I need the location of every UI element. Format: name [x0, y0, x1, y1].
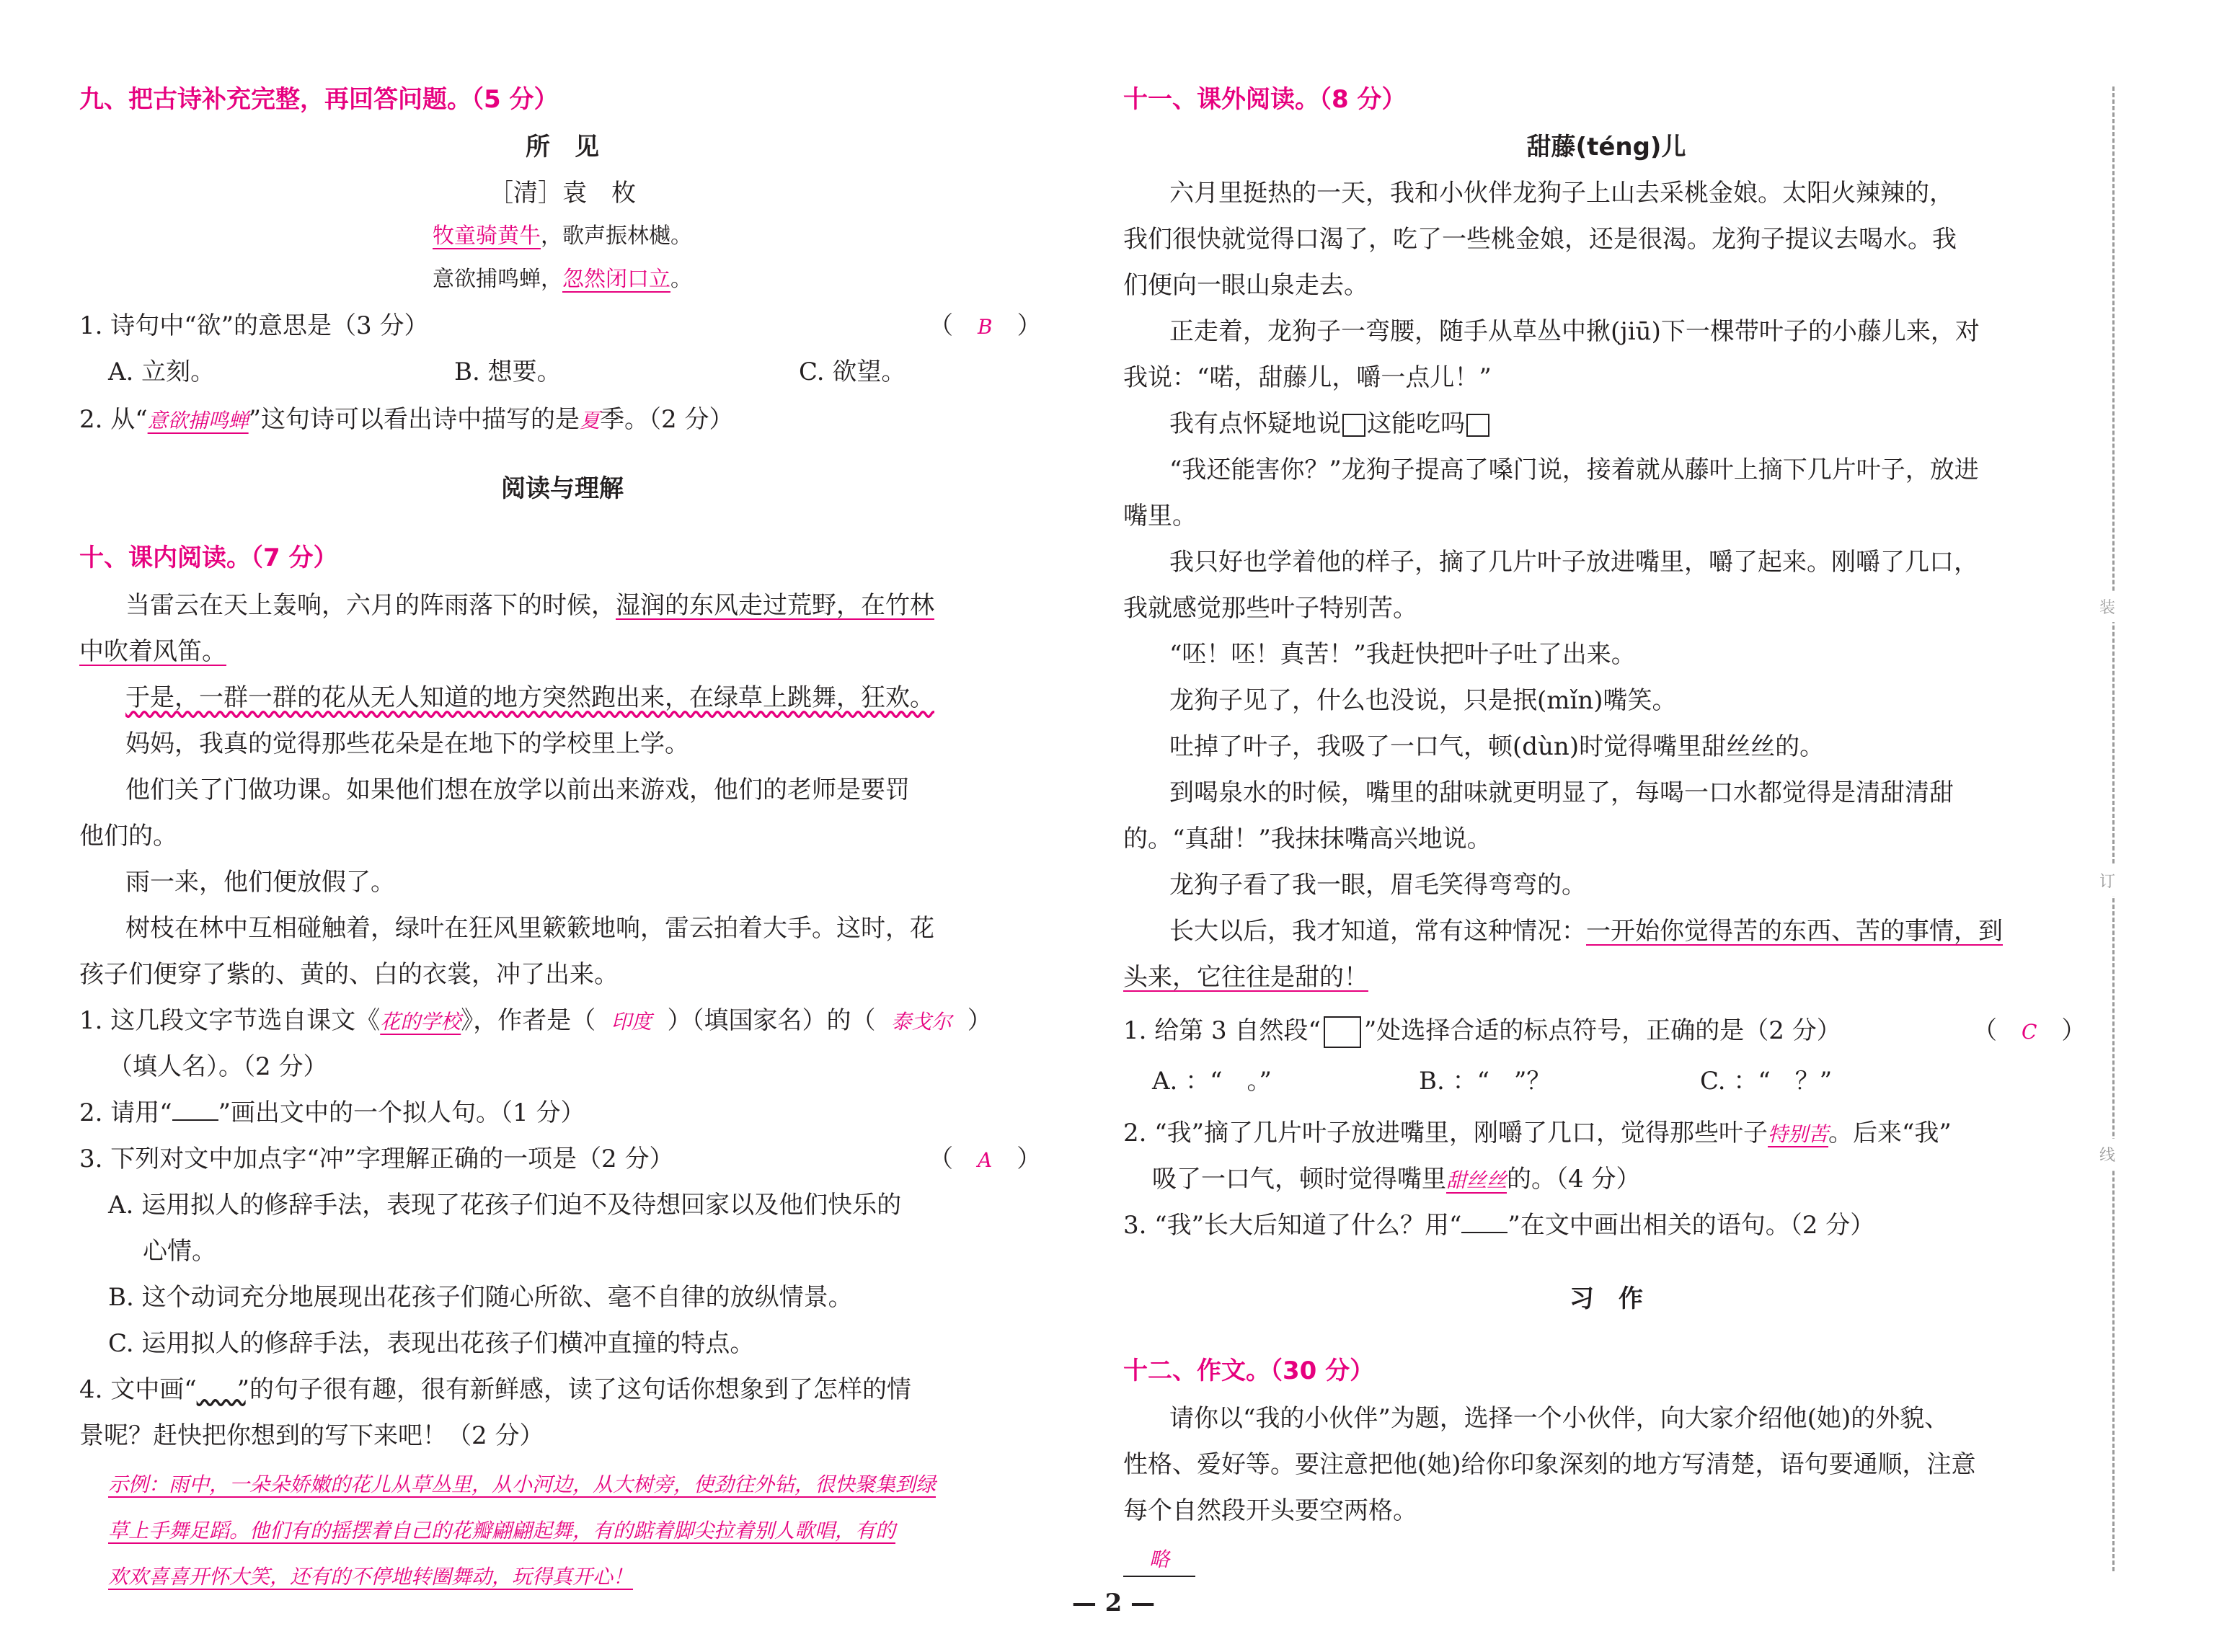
q9-option-c: C. 欲望。 — [799, 358, 906, 386]
q9-sub2-answer1: 意欲捕鸣蝉 — [147, 409, 249, 432]
q11-p4-line1: “我还能害你？”龙狗子提高了嗓门说，接着就从藤叶上摘下几片叶子，放进 — [1169, 456, 1979, 484]
q11-heading: 十一、课外阅读。（8 分） — [1123, 85, 1407, 114]
q9-sub2-text-c: 季。（2 分） — [600, 405, 734, 434]
q11-p9-line1: 到喝泉水的时候，嘴里的甜味就更明显了，每喝一口水都觉得是清甜清甜 — [1169, 778, 1954, 807]
q12-heading: 十二、作文。（30 分） — [1123, 1356, 1375, 1385]
q9-sub1-answer-bracket: （ B ） — [929, 311, 1042, 340]
q11-option-b: B. ：“ ”？ — [1419, 1067, 1551, 1096]
q12-answer-line — [1123, 1542, 1195, 1577]
q10-sub3-option-a-line1: A. 运用拟人的修辞手法，表现了花孩子们迫不及待想回家以及他们快乐的 — [108, 1191, 902, 1220]
poem-line2-end: 。 — [670, 267, 692, 292]
poem-line2-answer: 忽然闭口立 — [562, 267, 670, 292]
binding-dashed-line — [2112, 86, 2115, 1571]
q11-p11-underlined: 一开始你觉得苦的东西、苦的事情，到 — [1586, 917, 2003, 946]
q9-sub1-answer: B — [978, 315, 993, 339]
q9-option-b: B. 想要。 — [454, 358, 562, 386]
q11-p6: “呸！呸！真苦！”我赶快把叶子吐了出来。 — [1169, 640, 1636, 669]
q11-sub3 — [1123, 1209, 1874, 1241]
q11-sub1-answer: C — [2022, 1020, 2037, 1044]
q10-p2 — [125, 682, 934, 714]
q12-p1: 请你以“我的小伙伴”为题，选择一个小伙伴，向大家介绍他(她)的外貌、 — [1169, 1404, 1949, 1433]
q10-p1-line2-text: 中吹着风笛。 — [79, 637, 226, 666]
q12-answer: 略 — [1148, 1547, 1169, 1571]
q10-sub1 — [79, 1005, 992, 1038]
binding-char-3: 线 — [2099, 1139, 2115, 1170]
q11-p2-line1: 正走着，龙狗子一弯腰，随手从草丛中揪(jiū)下一棵带叶子的小藤儿来，对 — [1169, 317, 1980, 346]
q10-sub1-line2: （填人名）。（2 分） — [108, 1052, 328, 1081]
straight-line-symbol — [1461, 1212, 1507, 1233]
q10-sub4-answer-line1 — [108, 1462, 936, 1508]
q10-sub4-line1 — [79, 1374, 911, 1405]
q11-sub2-answer2: 甜丝丝 — [1446, 1168, 1507, 1192]
binding-char-2: 订 — [2099, 865, 2115, 896]
wavy-line-symbol — [197, 1374, 237, 1394]
q10-sub3-option-c: C. 运用拟人的修辞手法，表现出花孩子们横冲直撞的特点。 — [108, 1329, 755, 1358]
q10-p6-line2: 孩子们便穿了紫的、黄的、白的衣裳，冲了出来。 — [79, 960, 619, 989]
q12-p3: 每个自然段开头要空两格。 — [1123, 1496, 1417, 1525]
q11-p11-line1 — [1169, 915, 2003, 947]
q10-p4-line1: 他们关了门做功课。如果他们想在放学以前出来游戏，他们的老师是要罚 — [125, 776, 910, 804]
q11-sub1-text-b: ”处选择合适的标点符号，正确的是（2 分） — [1363, 1016, 1841, 1045]
q9-sub2-answer2: 夏 — [580, 409, 601, 432]
poem-line1-rest: ，歌声振林樾。 — [541, 223, 692, 249]
poem-line-1 — [79, 221, 1045, 252]
q9-sub2-text-a: 2. 从“ — [79, 405, 148, 434]
q11-option-a: A. ：“ 。” — [1152, 1067, 1272, 1096]
q10-sub4-answer-line2 — [108, 1508, 895, 1554]
q9-sub2-text-b: ”这句诗可以看出诗中描写的是 — [248, 405, 580, 434]
q10-p1-underlined: 湿润的东风走过荒野，在竹林 — [616, 591, 934, 620]
q10-sub2-text-b: ”画出文中的一个拟人句。（1 分） — [218, 1098, 585, 1127]
q11-p1-line2: 我们很快就觉得口渴了，吃了一些桃金娘，还是很渴。龙狗子提议去喝水。我 — [1123, 225, 1957, 254]
q10-p5: 雨一来，他们便放假了。 — [125, 868, 395, 897]
punctuation-box — [1342, 414, 1365, 437]
q9-sub2 — [79, 404, 734, 437]
poem-line2-start: 意欲捕鸣蝉， — [433, 267, 562, 292]
q10-p3: 妈妈，我真的觉得那些花朵是在地下的学校里上学。 — [125, 729, 689, 758]
q10-sub4-line2: 景呢？赶快把你想到的写下来吧！（2 分） — [79, 1421, 544, 1450]
q11-sub2-text-c: 吸了一口气，顿时觉得嘴里 — [1152, 1165, 1446, 1194]
q11-p10: 龙狗子看了我一眼，眉毛笑得弯弯的。 — [1169, 871, 1586, 900]
q11-p11-line2 — [1123, 962, 1368, 993]
q11-sub2-line2 — [1152, 1163, 1640, 1196]
part-title-reading: 阅读与理解 — [501, 474, 624, 503]
q10-sub1-text-c: ）（填国家名）的（ — [667, 1006, 876, 1035]
q10-sub4-answer-3: 欢欢喜喜开怀大笑，还有的不停地转圈舞动，玩得真开心！ — [108, 1565, 634, 1589]
q11-sub2-answer1: 特别苦 — [1768, 1122, 1829, 1146]
q11-p3-text-b: 这能吃吗 — [1367, 409, 1465, 438]
q10-sub1-answer-country: 印度 — [611, 1010, 652, 1034]
q10-sub2 — [79, 1097, 585, 1129]
punctuation-box — [1324, 1016, 1361, 1048]
poem-line-2 — [79, 264, 1045, 296]
q11-sub2-text-a: 2. “我”摘了几片叶子放进嘴里，刚嚼了几口，觉得那些叶子 — [1123, 1119, 1768, 1147]
q10-sub1-answer-author: 泰戈尔 — [891, 1010, 952, 1034]
q11-p9-line2: 的。“真甜！”我抹抹嘴高兴地说。 — [1123, 825, 1492, 853]
q11-p8: 吐掉了叶子，我吸了一口气，顿(dùn)时觉得嘴里甜丝丝的。 — [1169, 732, 1825, 761]
q11-p2-line2: 我说：“喏，甜藤儿，嚼一点儿！” — [1123, 363, 1492, 392]
poem-line1-answer: 牧童骑黄牛 — [433, 223, 541, 249]
q11-p7: 龙狗子见了，什么也没说，只是抿(mǐn)嘴笑。 — [1169, 686, 1677, 715]
q10-p6-line1: 树枝在林中互相碰触着，绿叶在狂风里簌簌地响，雷云拍着大手。这时，花 — [125, 914, 934, 943]
poem-author: ［清］袁 枚 — [489, 179, 636, 208]
story-title: 甜藤(téng)儿 — [1526, 133, 1686, 161]
q11-sub2-line1 — [1123, 1117, 1952, 1150]
q10-sub3: 3. 下列对文中加点字“冲”字理解正确的一项是（2 分） — [79, 1145, 674, 1173]
q10-sub4-answer-1: 示例：雨中，一朵朵娇嫩的花儿从草丛里，从小河边，从大树旁，使劲往外钻，很快聚集到绿 — [108, 1473, 937, 1496]
q10-sub3-answer: A — [978, 1148, 993, 1172]
q10-sub1-answer-title: 花的学校 — [380, 1010, 461, 1034]
punctuation-box — [1466, 414, 1489, 437]
poem-title: 所 见 — [526, 133, 599, 161]
q10-sub2-text-a: 2. 请用“ — [79, 1098, 172, 1127]
q11-sub3-text-b: ”在文中画出相关的语句。（2 分） — [1507, 1211, 1875, 1240]
q10-sub3-option-a-line2: 心情。 — [143, 1237, 216, 1266]
q10-sub1-text-d: ） — [967, 1006, 992, 1035]
q10-sub1-text-a: 1. 这几段文字节选自课文《 — [79, 1006, 381, 1035]
q11-p11-underlined-2: 头来，它往往是甜的！ — [1123, 963, 1368, 992]
binding-char-1: 装 — [2099, 591, 2115, 622]
q11-p5-line2: 我就感觉那些叶子特别苦。 — [1123, 594, 1417, 623]
q9-heading: 九、把古诗补充完整，再回答问题。（5 分） — [79, 85, 559, 114]
q10-sub3-answer-bracket: （ A ） — [929, 1145, 1042, 1173]
q10-p1-line2 — [79, 636, 226, 667]
part-title-writing: 习 作 — [1569, 1284, 1643, 1313]
q10-sub3-option-b: B. 这个动词充分地展现出花孩子们随心所欲、毫不自律的放纵情景。 — [108, 1283, 853, 1312]
q10-p4-line2: 他们的。 — [79, 822, 177, 851]
q11-sub1-text-a: 1. 给第 3 自然段“ — [1123, 1016, 1321, 1045]
q12-p2: 性格、爱好等。要注意把他(她)给你印象深刻的地方写清楚，语句要通顺，注意 — [1123, 1450, 1976, 1479]
q10-sub4-text-b: ”的句子很有趣，很有新鲜感，读了这句话你想象到了怎样的情 — [236, 1375, 912, 1404]
q10-sub4-text-a: 4. 文中画“ — [79, 1375, 197, 1404]
q10-sub1-text-b: 》，作者是（ — [461, 1006, 596, 1035]
q10-heading: 十、课内阅读。（7 分） — [79, 543, 338, 572]
q11-sub1 — [1123, 1015, 1841, 1048]
q11-p3 — [1169, 408, 1491, 440]
q9-sub1: 1. 诗句中“欲”的意思是（3 分） — [79, 311, 429, 340]
q11-sub1-answer-bracket: （ C ） — [1973, 1016, 2086, 1045]
q11-p1-line1: 六月里挺热的一天，我和小伙伴龙狗子上山去采桃金娘。太阳火辣辣的， — [1169, 179, 1954, 208]
page-number: — 2 — — [1071, 1589, 1156, 1617]
q11-option-c: C. ：“ ？” — [1700, 1067, 1833, 1096]
q11-p3-text-a: 我有点怀疑地说 — [1169, 409, 1341, 438]
q11-p4-line2: 嘴里。 — [1123, 502, 1197, 530]
q10-sub4-answer-2: 草上手舞足蹈。他们有的摇摆着自己的花瓣翩翩起舞，有的踮着脚尖拉着别人歌唱，有的 — [108, 1519, 896, 1542]
q9-option-a: A. 立刻。 — [108, 358, 216, 386]
q11-p1-line3: 们便向一眼山泉走去。 — [1123, 271, 1368, 300]
q11-sub3-text-a: 3. “我”长大后知道了什么？用“ — [1123, 1211, 1462, 1240]
q11-sub2-text-d: 的。（4 分） — [1507, 1165, 1641, 1194]
q11-sub2-text-b: 。后来“我” — [1828, 1119, 1952, 1147]
q10-p1-line1: 当雷云在天上轰响，六月的阵雨落下的时候，湿润的东风走过荒野，在竹林 — [125, 591, 934, 620]
straight-line-symbol — [172, 1099, 218, 1121]
q11-p5-line1: 我只好也学着他的样子，摘了几片叶子放进嘴里，嚼了起来。刚嚼了几口， — [1169, 548, 1978, 577]
q10-p2-text: 于是，一群一群的花从无人知道的地方突然跑出来，在绿草上跳舞，狂欢。 — [125, 683, 934, 712]
q11-p11-text-a: 长大以后，我才知道，常有这种情况： — [1169, 917, 1586, 946]
